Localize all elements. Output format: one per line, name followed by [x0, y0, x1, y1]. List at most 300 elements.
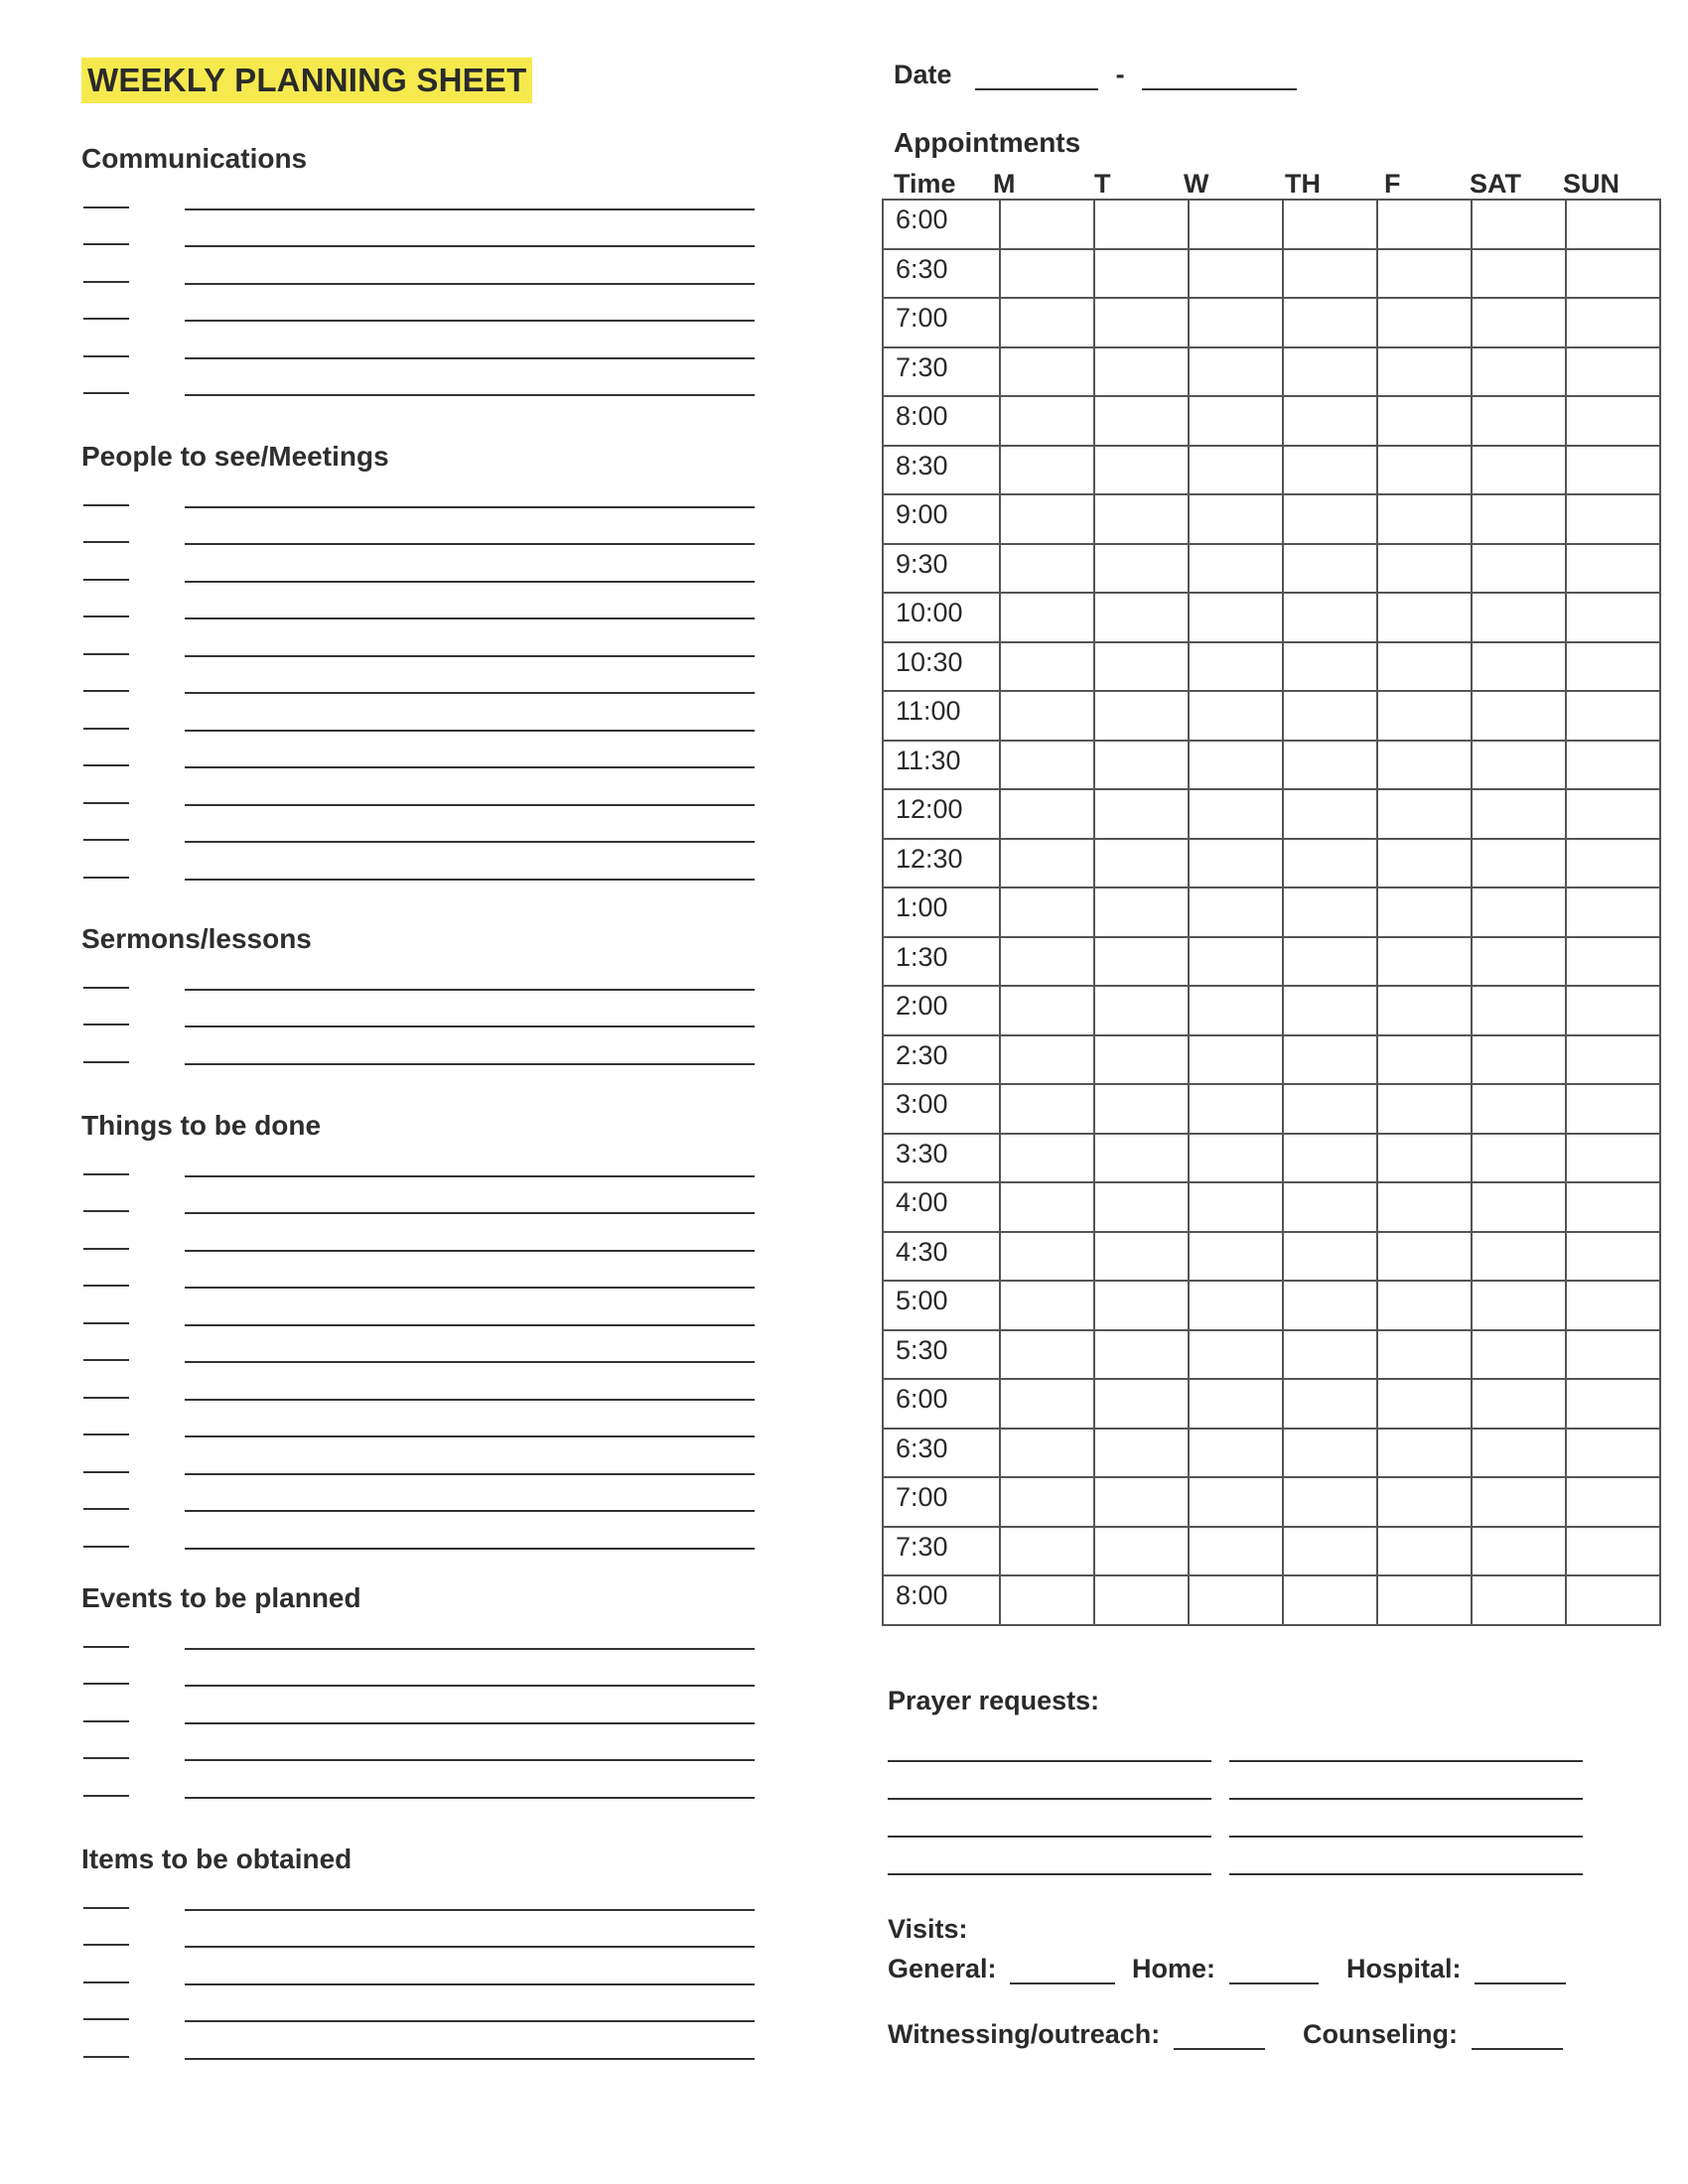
appointment-cell[interactable]	[1472, 249, 1566, 299]
entry-line[interactable]	[185, 1548, 755, 1550]
appointment-cell[interactable]	[1000, 1330, 1094, 1380]
appointment-cell[interactable]	[1189, 544, 1283, 594]
appointment-cell[interactable]	[1094, 1232, 1189, 1282]
entry-line[interactable]	[185, 617, 755, 619]
entry-line[interactable]	[185, 1759, 755, 1761]
appointment-cell[interactable]	[1472, 544, 1566, 594]
appointment-cell[interactable]	[1189, 741, 1283, 790]
appointment-cell[interactable]	[1377, 1429, 1472, 1478]
checkbox-blank[interactable]	[83, 987, 129, 989]
appointment-cell[interactable]	[1472, 642, 1566, 692]
appointment-cell[interactable]	[1377, 1527, 1472, 1576]
appointment-cell[interactable]	[1283, 887, 1377, 937]
checkbox-blank[interactable]	[83, 877, 129, 879]
appointment-cell[interactable]	[1377, 446, 1472, 495]
checkbox-blank[interactable]	[83, 541, 129, 543]
appointment-cell[interactable]	[1000, 544, 1094, 594]
appointment-cell[interactable]	[1377, 887, 1472, 937]
appointment-cell[interactable]	[1189, 1379, 1283, 1429]
prayer-line[interactable]	[1229, 1760, 1583, 1762]
appointment-cell[interactable]	[1283, 1281, 1377, 1330]
appointment-cell[interactable]	[1566, 249, 1660, 299]
appointment-cell[interactable]	[1377, 741, 1472, 790]
entry-line[interactable]	[185, 1510, 755, 1512]
appointment-cell[interactable]	[1472, 741, 1566, 790]
appointment-cell[interactable]	[1189, 1330, 1283, 1380]
appointment-cell[interactable]	[1000, 396, 1094, 446]
appointment-cell[interactable]	[1283, 691, 1377, 741]
checkbox-blank[interactable]	[83, 802, 129, 804]
entry-line[interactable]	[185, 1175, 755, 1177]
appointment-cell[interactable]	[1000, 347, 1094, 397]
appointment-cell[interactable]	[1189, 642, 1283, 692]
appointment-cell[interactable]	[1472, 986, 1566, 1035]
appointment-cell[interactable]	[1000, 1379, 1094, 1429]
checkbox-blank[interactable]	[83, 281, 129, 283]
appointment-cell[interactable]	[1566, 347, 1660, 397]
appointment-cell[interactable]	[1094, 249, 1189, 299]
appointment-cell[interactable]	[1283, 839, 1377, 888]
appointment-cell[interactable]	[1189, 986, 1283, 1035]
entry-line[interactable]	[185, 1983, 755, 1985]
appointment-cell[interactable]	[1283, 1232, 1377, 1282]
checkbox-blank[interactable]	[83, 1508, 129, 1510]
checkbox-blank[interactable]	[83, 1720, 129, 1722]
appointment-cell[interactable]	[1472, 1134, 1566, 1183]
appointment-cell[interactable]	[1283, 1330, 1377, 1380]
appointment-cell[interactable]	[1283, 347, 1377, 397]
witnessing-field[interactable]	[1174, 2026, 1265, 2050]
appointment-cell[interactable]	[1566, 1035, 1660, 1085]
appointment-cell[interactable]	[1566, 839, 1660, 888]
checkbox-blank[interactable]	[83, 1546, 129, 1548]
appointment-cell[interactable]	[1189, 1477, 1283, 1527]
appointment-cell[interactable]	[1283, 1035, 1377, 1085]
appointment-cell[interactable]	[1000, 1429, 1094, 1478]
appointment-cell[interactable]	[1000, 1232, 1094, 1282]
appointment-cell[interactable]	[1000, 839, 1094, 888]
appointment-cell[interactable]	[1189, 1232, 1283, 1282]
appointment-cell[interactable]	[1283, 642, 1377, 692]
appointment-cell[interactable]	[1094, 446, 1189, 495]
entry-line[interactable]	[185, 506, 755, 508]
appointment-cell[interactable]	[1283, 446, 1377, 495]
appointment-cell[interactable]	[1566, 887, 1660, 937]
appointment-cell[interactable]	[1377, 789, 1472, 839]
prayer-line[interactable]	[1229, 1798, 1583, 1800]
appointment-cell[interactable]	[1566, 642, 1660, 692]
appointment-cell[interactable]	[1189, 937, 1283, 987]
appointment-cell[interactable]	[1283, 298, 1377, 347]
entry-line[interactable]	[185, 320, 755, 322]
appointment-cell[interactable]	[1377, 200, 1472, 249]
appointment-cell[interactable]	[1283, 986, 1377, 1035]
appointment-cell[interactable]	[1377, 1330, 1472, 1380]
entry-line[interactable]	[185, 692, 755, 694]
appointment-cell[interactable]	[1472, 200, 1566, 249]
appointment-cell[interactable]	[1000, 249, 1094, 299]
appointment-cell[interactable]	[1566, 298, 1660, 347]
checkbox-blank[interactable]	[83, 1646, 129, 1648]
entry-line[interactable]	[185, 1909, 755, 1911]
appointment-cell[interactable]	[1000, 1182, 1094, 1232]
appointment-cell[interactable]	[1000, 1477, 1094, 1527]
appointment-cell[interactable]	[1094, 1182, 1189, 1232]
appointment-cell[interactable]	[1472, 937, 1566, 987]
entry-line[interactable]	[185, 1212, 755, 1214]
appointment-cell[interactable]	[1283, 1182, 1377, 1232]
appointment-cell[interactable]	[1472, 789, 1566, 839]
appointment-cell[interactable]	[1472, 446, 1566, 495]
hospital-field[interactable]	[1475, 1961, 1566, 1984]
appointment-cell[interactable]	[1377, 1232, 1472, 1282]
appointment-cell[interactable]	[1566, 544, 1660, 594]
entry-line[interactable]	[185, 2058, 755, 2060]
appointment-cell[interactable]	[1566, 1232, 1660, 1282]
appointment-cell[interactable]	[1566, 1330, 1660, 1380]
appointment-cell[interactable]	[1377, 1084, 1472, 1134]
checkbox-blank[interactable]	[83, 1757, 129, 1759]
appointment-cell[interactable]	[1472, 1281, 1566, 1330]
entry-line[interactable]	[185, 766, 755, 768]
appointment-cell[interactable]	[1000, 494, 1094, 544]
checkbox-blank[interactable]	[83, 243, 129, 245]
counseling-field[interactable]	[1472, 2026, 1563, 2050]
appointment-cell[interactable]	[1377, 249, 1472, 299]
appointment-cell[interactable]	[1566, 1281, 1660, 1330]
appointment-cell[interactable]	[1000, 887, 1094, 937]
checkbox-blank[interactable]	[83, 504, 129, 506]
appointment-cell[interactable]	[1094, 691, 1189, 741]
appointment-cell[interactable]	[1189, 1084, 1283, 1134]
appointment-cell[interactable]	[1472, 1182, 1566, 1232]
appointment-cell[interactable]	[1472, 298, 1566, 347]
entry-line[interactable]	[185, 879, 755, 881]
checkbox-blank[interactable]	[83, 1433, 129, 1435]
checkbox-blank[interactable]	[83, 1173, 129, 1175]
appointment-cell[interactable]	[1472, 691, 1566, 741]
appointment-cell[interactable]	[1472, 1477, 1566, 1527]
checkbox-blank[interactable]	[83, 206, 129, 208]
entry-line[interactable]	[185, 1685, 755, 1687]
appointment-cell[interactable]	[1472, 1575, 1566, 1625]
checkbox-blank[interactable]	[83, 579, 129, 581]
entry-line[interactable]	[185, 394, 755, 396]
checkbox-blank[interactable]	[83, 1359, 129, 1361]
appointment-cell[interactable]	[1283, 1477, 1377, 1527]
appointment-cell[interactable]	[1566, 1182, 1660, 1232]
entry-line[interactable]	[185, 357, 755, 359]
checkbox-blank[interactable]	[83, 839, 129, 841]
appointment-cell[interactable]	[1094, 986, 1189, 1035]
checkbox-blank[interactable]	[83, 1061, 129, 1063]
appointment-cell[interactable]	[1189, 249, 1283, 299]
appointment-cell[interactable]	[1566, 593, 1660, 642]
appointment-cell[interactable]	[1189, 1035, 1283, 1085]
appointment-cell[interactable]	[1566, 396, 1660, 446]
appointment-cell[interactable]	[1472, 494, 1566, 544]
entry-line[interactable]	[185, 1797, 755, 1799]
appointment-cell[interactable]	[1283, 200, 1377, 249]
appointment-cell[interactable]	[1000, 1084, 1094, 1134]
checkbox-blank[interactable]	[83, 1471, 129, 1473]
appointment-cell[interactable]	[1283, 937, 1377, 987]
appointment-cell[interactable]	[1000, 1281, 1094, 1330]
appointment-cell[interactable]	[1472, 593, 1566, 642]
appointment-cell[interactable]	[1189, 200, 1283, 249]
appointment-cell[interactable]	[1283, 741, 1377, 790]
entry-line[interactable]	[185, 283, 755, 285]
appointment-cell[interactable]	[1000, 1527, 1094, 1576]
appointment-cell[interactable]	[1189, 446, 1283, 495]
appointment-cell[interactable]	[1472, 1084, 1566, 1134]
entry-line[interactable]	[185, 1250, 755, 1252]
appointment-cell[interactable]	[1377, 544, 1472, 594]
appointment-cell[interactable]	[1094, 1035, 1189, 1085]
date-end-field[interactable]	[1142, 67, 1297, 90]
appointment-cell[interactable]	[1094, 1281, 1189, 1330]
appointment-cell[interactable]	[1189, 1527, 1283, 1576]
appointment-cell[interactable]	[1566, 741, 1660, 790]
prayer-line[interactable]	[1229, 1836, 1583, 1838]
checkbox-blank[interactable]	[83, 728, 129, 730]
prayer-line[interactable]	[888, 1760, 1211, 1762]
prayer-line[interactable]	[888, 1836, 1211, 1838]
appointment-cell[interactable]	[1000, 298, 1094, 347]
checkbox-blank[interactable]	[83, 1683, 129, 1685]
appointment-cell[interactable]	[1283, 1084, 1377, 1134]
appointment-cell[interactable]	[1566, 1379, 1660, 1429]
appointment-cell[interactable]	[1566, 986, 1660, 1035]
checkbox-blank[interactable]	[83, 318, 129, 320]
appointment-cell[interactable]	[1000, 1575, 1094, 1625]
appointment-cell[interactable]	[1377, 691, 1472, 741]
entry-line[interactable]	[185, 543, 755, 545]
checkbox-blank[interactable]	[83, 1944, 129, 1946]
appointment-cell[interactable]	[1566, 494, 1660, 544]
appointment-cell[interactable]	[1377, 1575, 1472, 1625]
entry-line[interactable]	[185, 989, 755, 991]
appointment-cell[interactable]	[1000, 200, 1094, 249]
general-field[interactable]	[1010, 1961, 1115, 1984]
appointment-cell[interactable]	[1189, 887, 1283, 937]
entry-line[interactable]	[185, 1722, 755, 1724]
appointment-cell[interactable]	[1094, 494, 1189, 544]
appointment-cell[interactable]	[1094, 1330, 1189, 1380]
appointment-cell[interactable]	[1094, 593, 1189, 642]
appointment-cell[interactable]	[1283, 1429, 1377, 1478]
appointment-cell[interactable]	[1189, 298, 1283, 347]
appointment-cell[interactable]	[1283, 1527, 1377, 1576]
appointment-cell[interactable]	[1000, 986, 1094, 1035]
appointment-cell[interactable]	[1000, 691, 1094, 741]
appointment-cell[interactable]	[1189, 839, 1283, 888]
entry-line[interactable]	[185, 208, 755, 210]
checkbox-blank[interactable]	[83, 2018, 129, 2020]
appointment-cell[interactable]	[1283, 593, 1377, 642]
appointment-cell[interactable]	[1094, 396, 1189, 446]
appointment-cell[interactable]	[1377, 1134, 1472, 1183]
appointment-cell[interactable]	[1094, 642, 1189, 692]
appointment-cell[interactable]	[1094, 1477, 1189, 1527]
checkbox-blank[interactable]	[83, 1285, 129, 1287]
appointment-cell[interactable]	[1472, 1527, 1566, 1576]
appointment-cell[interactable]	[1283, 1134, 1377, 1183]
appointment-cell[interactable]	[1566, 1477, 1660, 1527]
checkbox-blank[interactable]	[83, 1981, 129, 1983]
checkbox-blank[interactable]	[83, 615, 129, 617]
appointment-cell[interactable]	[1189, 1134, 1283, 1183]
appointment-cell[interactable]	[1566, 446, 1660, 495]
appointment-cell[interactable]	[1094, 839, 1189, 888]
checkbox-blank[interactable]	[83, 653, 129, 655]
entry-line[interactable]	[185, 841, 755, 843]
entry-line[interactable]	[185, 1435, 755, 1437]
appointment-cell[interactable]	[1566, 1134, 1660, 1183]
entry-line[interactable]	[185, 1648, 755, 1650]
checkbox-blank[interactable]	[83, 1322, 129, 1324]
entry-line[interactable]	[185, 1946, 755, 1948]
entry-line[interactable]	[185, 655, 755, 657]
appointment-cell[interactable]	[1377, 839, 1472, 888]
entry-line[interactable]	[185, 1324, 755, 1326]
appointment-cell[interactable]	[1472, 1232, 1566, 1282]
appointment-cell[interactable]	[1377, 937, 1472, 987]
appointment-cell[interactable]	[1094, 1084, 1189, 1134]
entry-line[interactable]	[185, 245, 755, 247]
appointment-cell[interactable]	[1094, 937, 1189, 987]
appointment-cell[interactable]	[1189, 347, 1283, 397]
appointment-cell[interactable]	[1000, 642, 1094, 692]
prayer-line[interactable]	[1229, 1873, 1583, 1875]
entry-line[interactable]	[185, 581, 755, 583]
appointment-cell[interactable]	[1283, 396, 1377, 446]
appointment-cell[interactable]	[1094, 1527, 1189, 1576]
checkbox-blank[interactable]	[83, 1210, 129, 1212]
appointment-cell[interactable]	[1377, 347, 1472, 397]
entry-line[interactable]	[185, 730, 755, 732]
appointment-cell[interactable]	[1189, 494, 1283, 544]
appointment-cell[interactable]	[1189, 1575, 1283, 1625]
appointment-cell[interactable]	[1472, 1035, 1566, 1085]
appointment-cell[interactable]	[1566, 937, 1660, 987]
entry-line[interactable]	[185, 1473, 755, 1475]
appointment-cell[interactable]	[1000, 1134, 1094, 1183]
checkbox-blank[interactable]	[83, 1248, 129, 1250]
appointment-cell[interactable]	[1000, 741, 1094, 790]
appointment-cell[interactable]	[1000, 789, 1094, 839]
appointment-cell[interactable]	[1000, 446, 1094, 495]
appointment-cell[interactable]	[1283, 544, 1377, 594]
appointment-cell[interactable]	[1566, 1527, 1660, 1576]
appointment-cell[interactable]	[1472, 1379, 1566, 1429]
appointment-cell[interactable]	[1472, 347, 1566, 397]
appointment-cell[interactable]	[1377, 1035, 1472, 1085]
appointment-cell[interactable]	[1094, 1575, 1189, 1625]
appointment-cell[interactable]	[1094, 741, 1189, 790]
appointment-cell[interactable]	[1377, 986, 1472, 1035]
appointment-cell[interactable]	[1094, 544, 1189, 594]
checkbox-blank[interactable]	[83, 355, 129, 357]
appointment-cell[interactable]	[1566, 1084, 1660, 1134]
entry-line[interactable]	[185, 1025, 755, 1027]
appointment-cell[interactable]	[1189, 1281, 1283, 1330]
prayer-line[interactable]	[888, 1798, 1211, 1800]
appointment-cell[interactable]	[1377, 1379, 1472, 1429]
appointment-cell[interactable]	[1189, 593, 1283, 642]
appointment-cell[interactable]	[1377, 642, 1472, 692]
checkbox-blank[interactable]	[83, 1907, 129, 1909]
appointment-cell[interactable]	[1094, 298, 1189, 347]
appointment-cell[interactable]	[1472, 1429, 1566, 1478]
appointment-cell[interactable]	[1283, 1379, 1377, 1429]
date-start-field[interactable]	[975, 67, 1098, 90]
appointment-cell[interactable]	[1189, 396, 1283, 446]
appointment-cell[interactable]	[1283, 494, 1377, 544]
appointment-cell[interactable]	[1283, 249, 1377, 299]
appointment-cell[interactable]	[1094, 1379, 1189, 1429]
appointment-cell[interactable]	[1377, 298, 1472, 347]
appointment-cell[interactable]	[1094, 1134, 1189, 1183]
appointment-cell[interactable]	[1566, 691, 1660, 741]
appointment-cell[interactable]	[1094, 1429, 1189, 1478]
appointment-cell[interactable]	[1000, 593, 1094, 642]
appointment-cell[interactable]	[1000, 1035, 1094, 1085]
appointment-cell[interactable]	[1000, 937, 1094, 987]
checkbox-blank[interactable]	[83, 1795, 129, 1797]
appointment-cell[interactable]	[1566, 200, 1660, 249]
checkbox-blank[interactable]	[83, 2056, 129, 2058]
appointment-cell[interactable]	[1189, 1182, 1283, 1232]
appointment-cell[interactable]	[1094, 789, 1189, 839]
appointment-cell[interactable]	[1094, 347, 1189, 397]
home-field[interactable]	[1229, 1961, 1319, 1984]
appointment-cell[interactable]	[1283, 789, 1377, 839]
appointment-cell[interactable]	[1377, 494, 1472, 544]
appointment-cell[interactable]	[1377, 593, 1472, 642]
entry-line[interactable]	[185, 804, 755, 806]
entry-line[interactable]	[185, 1287, 755, 1289]
appointment-cell[interactable]	[1094, 200, 1189, 249]
checkbox-blank[interactable]	[83, 392, 129, 394]
entry-line[interactable]	[185, 1063, 755, 1065]
appointment-cell[interactable]	[1189, 1429, 1283, 1478]
appointment-cell[interactable]	[1472, 839, 1566, 888]
appointment-cell[interactable]	[1189, 789, 1283, 839]
appointment-cell[interactable]	[1377, 1477, 1472, 1527]
appointment-cell[interactable]	[1472, 887, 1566, 937]
appointment-cell[interactable]	[1189, 691, 1283, 741]
checkbox-blank[interactable]	[83, 1397, 129, 1399]
checkbox-blank[interactable]	[83, 1024, 129, 1025]
checkbox-blank[interactable]	[83, 690, 129, 692]
appointment-cell[interactable]	[1283, 1575, 1377, 1625]
appointment-cell[interactable]	[1566, 1429, 1660, 1478]
entry-line[interactable]	[185, 1399, 755, 1401]
appointment-cell[interactable]	[1377, 396, 1472, 446]
appointment-cell[interactable]	[1566, 789, 1660, 839]
appointment-cell[interactable]	[1094, 887, 1189, 937]
prayer-line[interactable]	[888, 1873, 1211, 1875]
appointment-cell[interactable]	[1377, 1182, 1472, 1232]
checkbox-blank[interactable]	[83, 764, 129, 766]
appointment-cell[interactable]	[1472, 396, 1566, 446]
entry-line[interactable]	[185, 1361, 755, 1363]
appointment-cell[interactable]	[1472, 1330, 1566, 1380]
entry-line[interactable]	[185, 2020, 755, 2022]
appointment-cell[interactable]	[1566, 1575, 1660, 1625]
appointment-cell[interactable]	[1377, 1281, 1472, 1330]
